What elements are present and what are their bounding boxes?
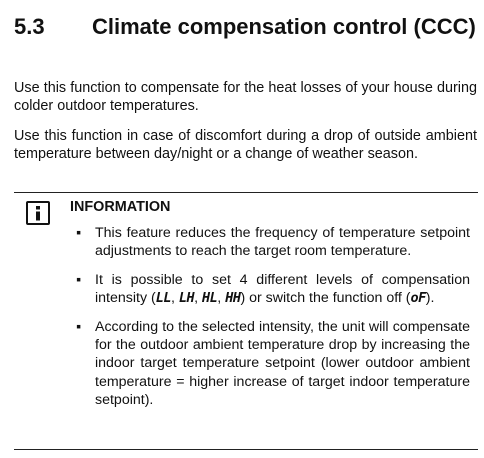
bullet-text-before: It is possible to set 4 different levels of compensation intensity ( xyxy=(95,271,470,307)
level-separator: , xyxy=(217,290,226,307)
section-number: 5.3 xyxy=(14,14,45,39)
bullet-text: According to the selected intensity, the unit will compensate for the outdoor ambient temperature drop by increasing the indoor target temperature setpoint (lower outdoor ambient temperature = higher increase of target indoor temperature setpoint). xyxy=(95,318,470,409)
off-code: oF xyxy=(410,290,426,307)
bullet-marker: ▪ xyxy=(76,318,82,335)
level-code-hl: HL xyxy=(202,290,218,307)
level-code-ll: LL xyxy=(155,290,171,307)
level-code-lh: LH xyxy=(178,290,195,307)
intro-paragraph-1: Use this function to compensate for the heat losses of your house during colder outdoor temperatures. xyxy=(14,80,477,114)
information-title: INFORMATION xyxy=(70,199,171,215)
level-separator: , xyxy=(170,290,179,307)
list-item xyxy=(76,318,470,410)
section-heading xyxy=(14,14,476,40)
level-separator: , xyxy=(194,290,203,307)
level-code-hh: HH xyxy=(225,290,241,307)
bullet-marker: ▪ xyxy=(76,225,82,241)
list-item xyxy=(76,224,470,261)
list-item xyxy=(76,271,470,308)
bullet-text-after: ). xyxy=(425,290,435,307)
information-box xyxy=(14,192,478,450)
section-title: Climate compensation control (CCC) xyxy=(92,14,476,39)
bullet-text-middle: ) or switch the function off ( xyxy=(240,290,411,307)
bullet-text: This feature reduces the frequency of temperature setpoint adjustments to reach the target room temperature. xyxy=(95,225,470,260)
info-icon xyxy=(26,201,50,225)
intro-paragraph-2: Use this function in case of discomfort during a drop of outside ambient temperature between day/night or a change of weather season. xyxy=(14,128,477,162)
bullet-marker: ▪ xyxy=(76,271,82,288)
information-list xyxy=(76,224,470,420)
